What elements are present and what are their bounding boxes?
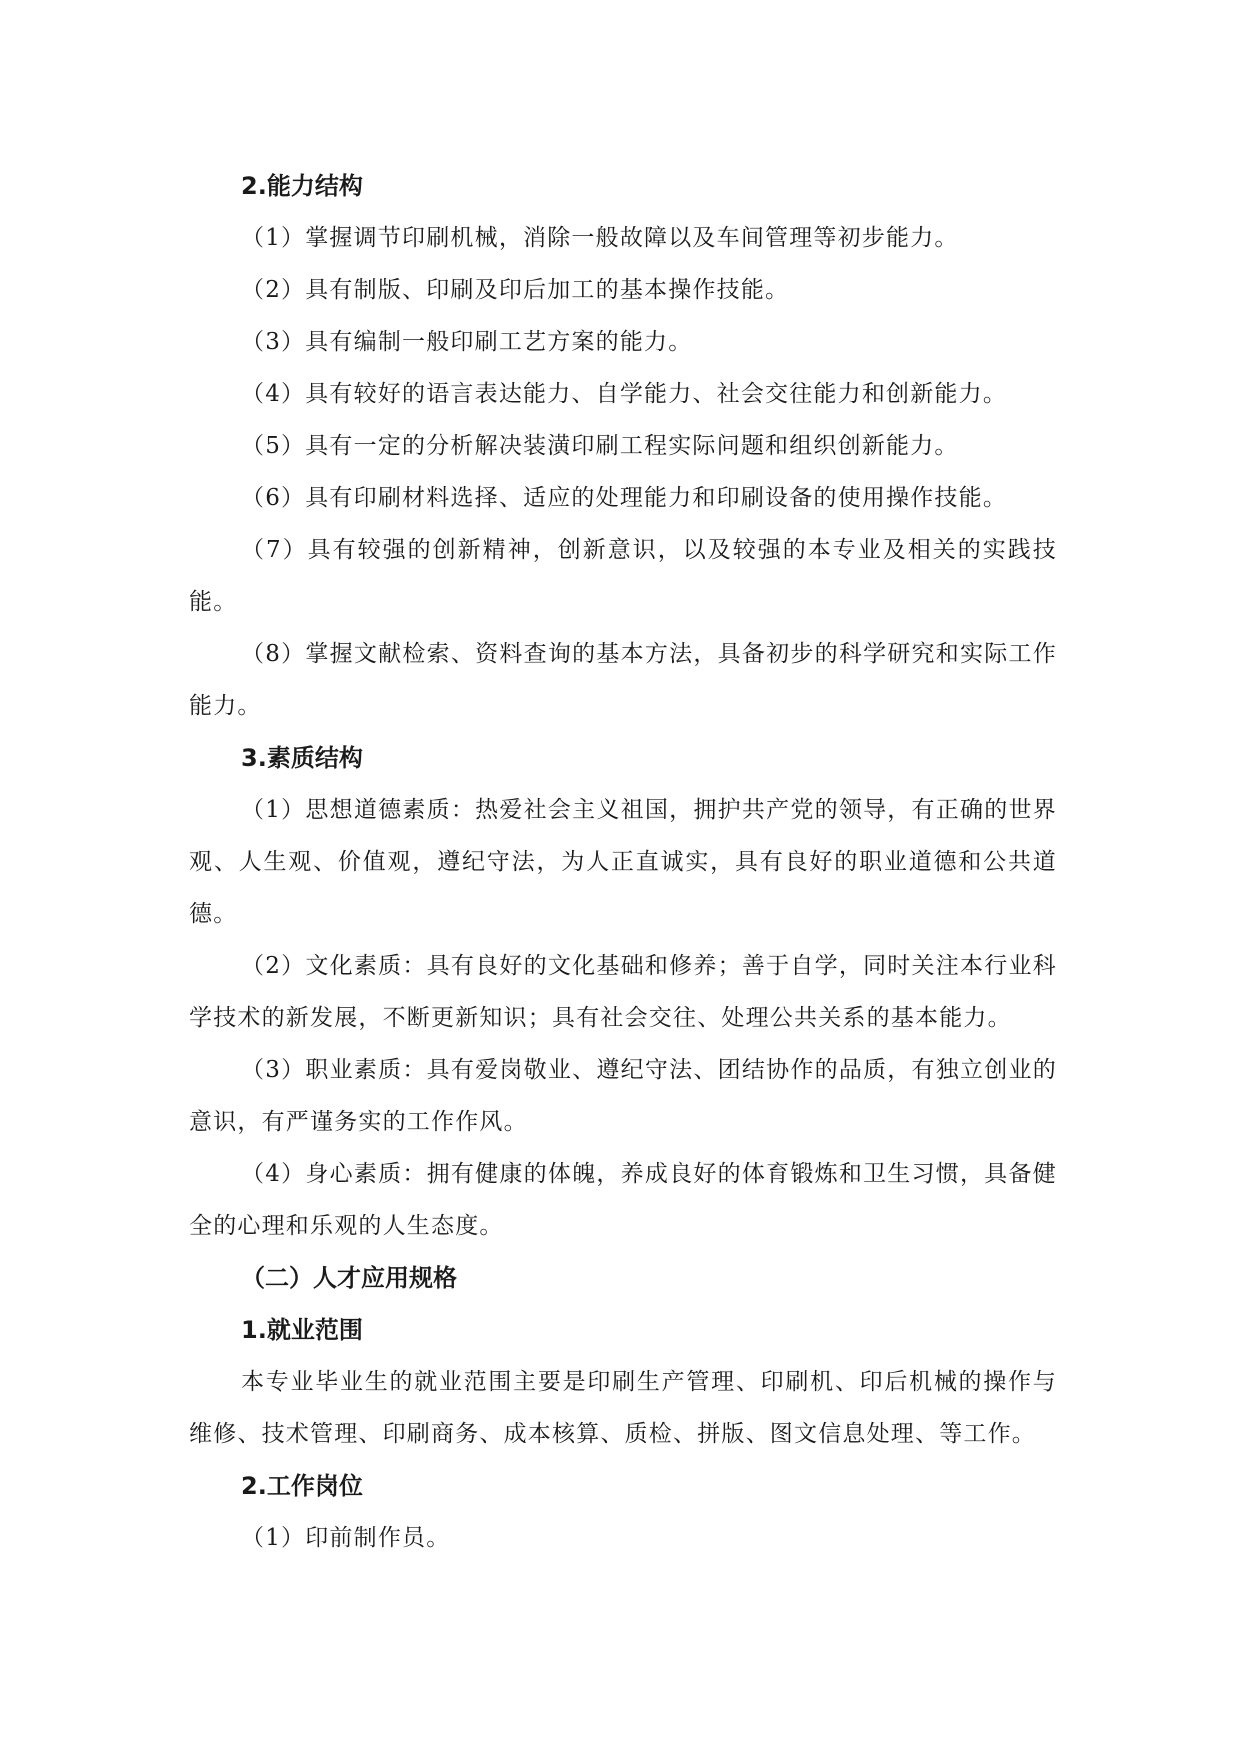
ability-item-3: （3）具有编制一般印刷工艺方案的能力。 <box>241 329 693 355</box>
document-body <box>189 160 1057 1564</box>
ability-item-6: （6）具有印刷材料选择、适应的处理能力和印刷设备的使用操作技能。 <box>241 485 1008 511</box>
job-position-item-1: （1）印前制作员。 <box>241 1525 451 1551</box>
employment-scope-paragraph: 本专业毕业生的就业范围主要是印刷生产管理、印刷机、印后机械的操作与维修、技术管理、印刷商务、成本核算、质检、拼版、图文信息处理、等工作。 <box>189 1369 1057 1447</box>
section-heading-employment-scope: 1.就业范围 <box>241 1316 363 1344</box>
quality-item-1: （1）思想道德素质：热爱社会主义祖国，拥护共产党的领导，有正确的世界观、人生观、价值观，遵纪守法，为人正直诚实，具有良好的职业道德和公共道德。 <box>189 797 1057 927</box>
ability-item-4: （4）具有较好的语言表达能力、自学能力、社会交往能力和创新能力。 <box>241 381 1008 407</box>
section-heading-quality-structure: 3.素质结构 <box>241 744 363 772</box>
ability-item-5: （5）具有一定的分析解决装潢印刷工程实际问题和组织创新能力。 <box>241 433 959 459</box>
quality-item-3: （3）职业素质：具有爱岗敬业、遵纪守法、团结协作的品质，有独立创业的意识，有严谨务实的工作作风。 <box>189 1057 1057 1135</box>
ability-item-2: （2）具有制版、印刷及印后加工的基本操作技能。 <box>241 277 790 303</box>
ability-item-7: （7）具有较强的创新精神，创新意识，以及较强的本专业及相关的实践技能。 <box>189 537 1057 615</box>
section-heading-ability-structure: 2.能力结构 <box>241 172 363 200</box>
section-heading-talent-application: （二）人才应用规格 <box>241 1264 457 1292</box>
section-heading-job-positions: 2.工作岗位 <box>241 1472 363 1500</box>
quality-item-2: （2）文化素质：具有良好的文化基础和修养；善于自学，同时关注本行业科学技术的新发展，不断更新知识；具有社会交往、处理公共关系的基本能力。 <box>189 953 1057 1031</box>
ability-item-8: （8）掌握文献检索、资料查询的基本方法，具备初步的科学研究和实际工作能力。 <box>189 641 1057 719</box>
quality-item-4: （4）身心素质：拥有健康的体魄，养成良好的体育锻炼和卫生习惯，具备健全的心理和乐观的人生态度。 <box>189 1161 1057 1239</box>
ability-item-1: （1）掌握调节印刷机械，消除一般故障以及车间管理等初步能力。 <box>241 225 959 251</box>
